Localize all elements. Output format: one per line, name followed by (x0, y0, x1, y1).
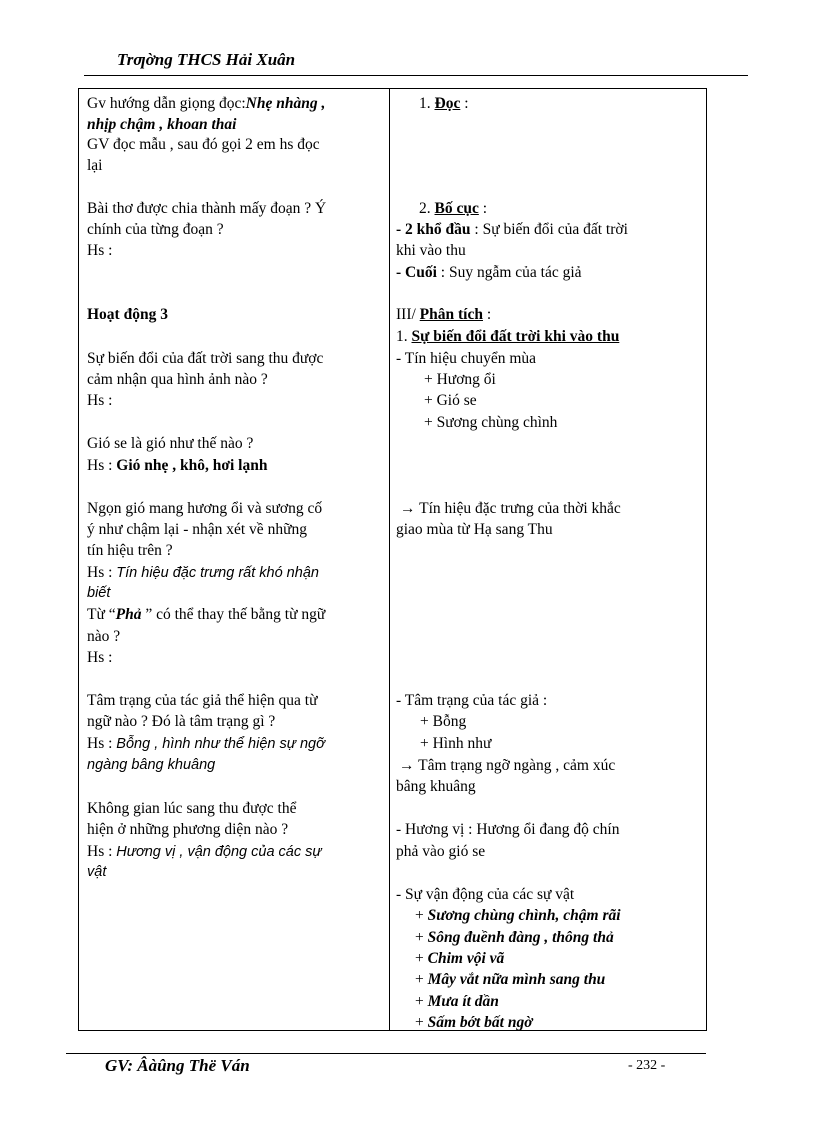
left-text-italic: Hương vị , vận động của các sự (116, 844, 322, 860)
left-line-20: nào ? (87, 628, 121, 645)
left-text-italic: Tín hiệu đặc trưng rất khó nhận (116, 565, 319, 581)
header-rule (84, 75, 748, 76)
left-text: ” có thể thay thế bằng từ ngữ (141, 606, 326, 623)
right-line-8: - Tín hiệu chuyển mùa (396, 350, 537, 367)
right-line-9: + Hương ổi (424, 371, 496, 388)
column-divider (389, 89, 390, 1030)
right-text: 2. (419, 200, 435, 217)
right-text: + (415, 929, 428, 946)
right-text: + (415, 993, 428, 1010)
left-line-10: cảm nhận qua hình ảnh nào ? (87, 371, 268, 388)
left-text-emph: Gió nhẹ , khô, hơi lạnh (116, 457, 268, 474)
right-line-7 (396, 326, 619, 347)
lesson-table (78, 88, 707, 1031)
left-line-18: biết (87, 585, 111, 601)
right-text: + (415, 1014, 428, 1031)
right-heading: Sự biến đổi đất trời khi vào thu (411, 328, 620, 345)
right-text: : (478, 200, 488, 217)
right-text-emph: Chim vội vã (427, 950, 505, 967)
right-text-emph: - Cuối (396, 264, 437, 281)
right-line-21: - Sự vận động của các sự vật (396, 886, 575, 903)
right-text: + (415, 950, 428, 967)
right-line-14: - Tâm trạng của tác giả : (396, 692, 548, 709)
right-text-emph: Sông đuềnh đàng , thông thả (427, 929, 614, 946)
right-line-26 (415, 991, 499, 1012)
right-line-24 (415, 948, 504, 969)
left-line-29: vật (87, 864, 107, 880)
left-line-11: Hs : (87, 392, 113, 409)
right-line-17: → Tâm trạng ngỡ ngàng , cảm xúc (399, 757, 616, 774)
right-line-16: + Hình như (420, 735, 492, 752)
right-text-emph: Sương chùng chình, chậm rãi (427, 907, 621, 924)
right-text: : (460, 95, 469, 112)
right-text-emph: Mưa ít dần (427, 993, 499, 1010)
right-line-2 (419, 198, 487, 219)
right-text: : Suy ngẫm của tác giả (436, 264, 582, 281)
left-line-19 (87, 604, 325, 625)
left-line-16: tín hiệu trên ? (87, 542, 173, 559)
right-text: : (482, 306, 492, 323)
left-text: Từ “ (87, 606, 116, 623)
left-text-emph: Phả (115, 606, 142, 623)
left-line-21: Hs : (87, 649, 113, 666)
footer-teacher: GV: Âàûng Thë Ván (105, 1056, 250, 1075)
left-line-15: ý như chậm lại - nhận xét về những (87, 521, 307, 538)
left-text-emph: Nhẹ nhàng , (245, 95, 326, 112)
right-line-13: giao mùa từ Hạ sang Thu (396, 521, 553, 538)
right-heading: Bố cục (434, 200, 479, 217)
right-text: : Sự biến đổi của đất trời (470, 221, 628, 238)
right-line-4: khi vào thu (396, 242, 466, 259)
left-line-4: lại (87, 157, 103, 174)
left-line-17 (87, 562, 319, 584)
right-line-25 (415, 969, 605, 990)
left-line-1 (87, 93, 325, 114)
left-line-3: GV đọc mẫu , sau đó gọi 2 em hs đọc (87, 136, 320, 153)
left-line-2: nhịp chậm , khoan thai (87, 116, 237, 133)
left-line-23: ngữ nào ? Đó là tâm trạng gì ? (87, 713, 276, 730)
left-line-26: Không gian lúc sang thu được thể (87, 800, 297, 817)
left-line-22: Tâm trạng của tác giả thể hiện qua từ (87, 692, 318, 709)
footer-rule (66, 1053, 706, 1054)
left-line-28 (87, 841, 322, 863)
right-text: 1. (419, 95, 435, 112)
left-line-6: chính của từng đoạn ? (87, 221, 224, 238)
right-text: III/ (396, 306, 420, 323)
right-heading: Phân tích (419, 306, 483, 323)
right-line-10: + Gió se (424, 392, 477, 409)
right-text: + (415, 907, 428, 924)
right-heading: Đọc (434, 95, 461, 112)
left-text: Hs : (87, 843, 117, 860)
left-line-25: ngàng bâng khuâng (87, 757, 216, 773)
left-line-5: Bài thơ được chia thành mấy đoạn ? Ý (87, 200, 327, 217)
page-number: - 232 - (628, 1058, 666, 1073)
right-line-5 (396, 262, 582, 283)
left-line-24 (87, 733, 325, 755)
right-line-1 (419, 93, 469, 114)
right-line-19: - Hương vị : Hương ổi đang độ chín (396, 821, 620, 838)
right-text: 1. (396, 328, 412, 345)
right-line-11: + Sương chùng chình (424, 414, 558, 431)
right-line-15: + Bỗng (420, 713, 467, 730)
right-line-6 (396, 304, 491, 325)
right-line-27 (415, 1012, 533, 1033)
left-line-27: hiện ở những phương diện nào ? (87, 821, 289, 838)
left-line-14: Ngọn gió mang hương ổi và sương cố (87, 500, 323, 517)
right-line-3 (396, 219, 628, 240)
left-text: Hs : (87, 564, 117, 581)
left-text-italic: Bỗng , hình như thể hiện sự ngỡ (116, 736, 325, 752)
left-text: Hs : (87, 457, 117, 474)
left-text: Hs : (87, 735, 117, 752)
left-line-13 (87, 455, 267, 476)
right-text-emph: - 2 khổ đầu (396, 221, 471, 238)
right-line-22 (415, 905, 621, 926)
right-line-18: bâng khuâng (396, 778, 476, 795)
right-line-23 (415, 927, 614, 948)
right-text-emph: Mây vắt nữa mình sang thu (427, 971, 606, 988)
left-text: Gv hướng dẫn giọng đọc: (87, 95, 246, 112)
header-school: Trƣờng THCS Hải Xuân (117, 50, 296, 69)
right-line-20: phả vào gió se (396, 843, 486, 860)
left-line-8: Hoạt động 3 (87, 306, 168, 323)
right-text: + (415, 971, 428, 988)
left-line-9: Sự biến đổi của đất trời sang thu được (87, 350, 324, 367)
right-line-12: → Tín hiệu đặc trưng của thời khắc (400, 500, 621, 517)
right-text-emph: Sấm bớt bất ngờ (427, 1014, 533, 1031)
left-line-12: Gió se là gió như thế nào ? (87, 435, 254, 452)
left-line-7: Hs : (87, 242, 113, 259)
